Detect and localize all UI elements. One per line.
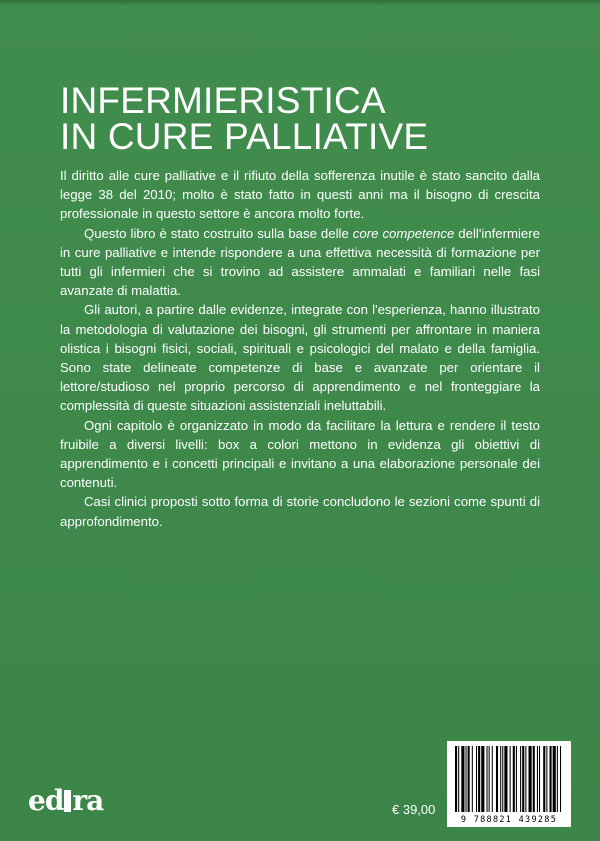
top-edge-shadow [0,0,600,6]
barcode-bar [472,746,473,812]
logo-text-right: ra [72,784,104,817]
barcode-bar [502,746,503,812]
barcode-bar [513,746,515,812]
barcode-bar [529,746,532,812]
barcode-bar [533,746,535,812]
barcode-bar [520,746,521,812]
barcode-bar [553,746,556,812]
barcode-bar [522,746,524,812]
price: € 39,00 [392,802,436,817]
barcode-bar [504,746,507,812]
core-competence-emphasis: core competence [352,225,455,241]
barcode-bar [476,746,477,812]
isbn-number: 9 788821 439285 [460,815,558,825]
barcode-bar [466,746,467,812]
barcode-bar [481,746,484,812]
paragraph-2-start: Questo libro è stato costruito sulla base delle [84,225,353,241]
barcode-bar [525,746,526,812]
logo-text-left: ed [28,784,64,817]
title-line-2: IN CURE PALLIATIVE [60,115,429,157]
barcode-bar [557,746,558,812]
blurb-paragraph-4: Ogni capitolo è organizzato in modo da facilitare la lettura e rendere il testo fruibile a diversi livelli: box a colori mettono in evidenza gli obiettivi di apprendimento e i concetti principali e invitano a una elaborazione personale dei contenuti. [60,417,540,491]
blurb-paragraph-3: Gli autori, a partire dalle evidenze, integrate con l'esperienza, hanno illustrato la metodologia di valutazione dei bisogni, gli strumenti per affrontare in maniera olistica i bisogni fisici, sociali, spirituali e psicologici del malato e della famiglia. Sono state delineate competenze di base e avanzate per orientare il lettore/studioso nel proprio percorso di apprendimento e nel fronteggiare la complessità di queste situazioni assistenziali ineluttabili. [60,302,540,414]
barcode-bar [461,746,464,812]
blurb-paragraph-2 [60,224,540,301]
barcode-bar [516,746,517,812]
barcode-bar [550,746,552,812]
barcode-bar [455,746,457,812]
blurb-paragraph-1: Il diritto alle cure palliative e il rifiuto della sofferenza inutile è stato sancito dalla legge 38 del 2010; molto è stato fatto in questi anni ma il bisogno di crescita professionale in questo settore è ancora molto forte. [60,168,540,222]
barcode-bar [487,746,488,812]
blurb-paragraph-5: Casi clinici proposti sotto forma di storie concludono le sezioni come spunti di approfondimento. [60,494,540,529]
barcode-bar [543,746,545,812]
barcode-bar [510,746,511,812]
book-title [60,79,429,157]
barcode-bar [458,746,459,812]
barcode-bar [537,746,538,812]
publisher-logo [28,784,103,817]
barcode-bar [546,746,547,812]
barcode-bar [496,746,498,812]
barcode-bar [500,746,501,812]
barcode [447,741,571,827]
barcode-bar [539,746,540,812]
logo-mark [64,790,71,812]
paragraph-2-end: dell'infermiere in cure palliative e intende rispondere a una effettiva necessità di formazione per tutti gli infermieri che si trovino ad assistere ammalati e familiari nelle fasi avanzate di malattia. [60,225,540,299]
barcode-bar [560,746,561,812]
barcode-bar [478,746,480,812]
barcode-bar [468,746,470,812]
blurb [60,166,540,531]
barcode-bar [492,746,493,812]
title-line-1: INFERMIERISTICA [60,79,386,121]
barcode-bar [489,746,490,812]
